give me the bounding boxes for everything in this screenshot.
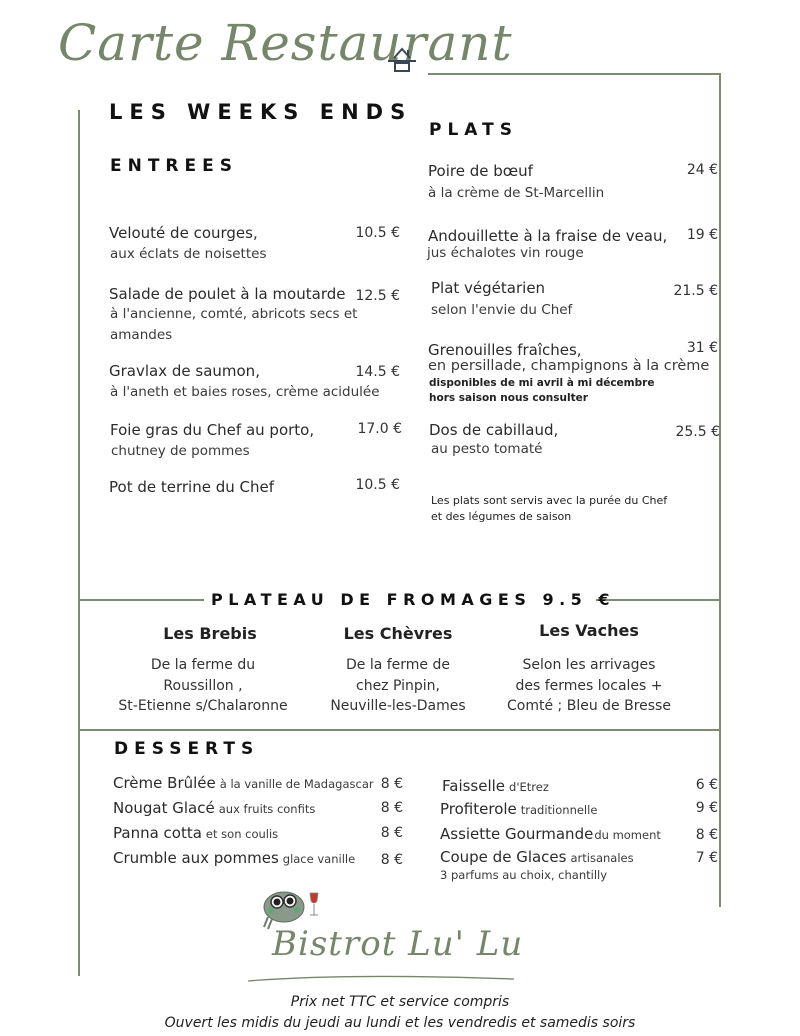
cheese-line: Selon les arrivages bbox=[522, 657, 656, 673]
cheese-title: Les Brebis bbox=[163, 624, 257, 643]
dessert-item bbox=[113, 798, 315, 817]
plats-footnote: Les plats sont servis avec la purée du Chef bbox=[431, 494, 668, 507]
plats-heading: PLATS bbox=[429, 120, 518, 140]
frame-left-line bbox=[78, 110, 80, 976]
item-price: 31 € bbox=[686, 340, 718, 356]
item-price: 12.5 € bbox=[355, 288, 400, 304]
dessert-item bbox=[440, 824, 661, 843]
logo-swash bbox=[246, 968, 516, 976]
cheese-line: De la ferme de bbox=[345, 657, 450, 673]
item-name: Salade de poulet à la moutarde bbox=[109, 285, 346, 303]
footer-pricing-note: Prix net TTC et service compris bbox=[290, 994, 510, 1010]
cheese-column-vaches bbox=[489, 621, 689, 717]
dessert-item bbox=[113, 823, 278, 842]
plats-footnote: et des légumes de saison bbox=[431, 510, 572, 523]
item-name: Plat végétarien bbox=[431, 279, 546, 297]
dessert-desc: glace vanille bbox=[282, 852, 356, 866]
availability-note: hors saison nous consulter bbox=[429, 392, 588, 404]
dessert-price: 8 € bbox=[380, 776, 403, 792]
cheese-line: Neuville-les-Dames bbox=[330, 698, 466, 714]
item-name: Gravlax de saumon, bbox=[109, 362, 260, 380]
item-name: Grenouilles fraîches, bbox=[428, 341, 582, 359]
dessert-desc: du moment bbox=[594, 828, 661, 842]
frame-top-line bbox=[428, 73, 720, 75]
dessert-name: Faisselle bbox=[442, 777, 506, 795]
item-desc: selon l'envie du Chef bbox=[431, 302, 573, 318]
cheese-line: chez Pinpin, bbox=[356, 677, 440, 694]
dessert-desc: et son coulis bbox=[205, 827, 279, 841]
item-price: 25.5 € bbox=[675, 424, 720, 440]
entrees-heading: ENTREES bbox=[110, 156, 238, 176]
bistrot-logo: Bistrot Lu' Lu bbox=[272, 924, 524, 964]
item-price: 21.5 € bbox=[673, 283, 718, 299]
item-desc: amandes bbox=[110, 327, 173, 343]
dessert-price: 8 € bbox=[380, 800, 403, 816]
coupe-note: 3 parfums au choix, chantilly bbox=[440, 868, 608, 882]
cheese-line: Roussillon , bbox=[163, 677, 243, 694]
menu-title: Carte Restaurant bbox=[58, 14, 513, 72]
item-name: Andouillette à la fraise de veau, bbox=[428, 227, 668, 245]
dessert-price: 7 € bbox=[695, 850, 718, 866]
dessert-name: Panna cotta bbox=[113, 824, 202, 842]
dessert-desc: aux fruits confits bbox=[218, 802, 316, 816]
dessert-name: Assiette Gourmande bbox=[440, 825, 594, 843]
cheese-title: Les Chèvres bbox=[343, 624, 453, 643]
dessert-item bbox=[113, 773, 374, 792]
dessert-item bbox=[440, 847, 634, 866]
item-name: Foie gras du Chef au porto, bbox=[110, 421, 315, 439]
item-name: Dos de cabillaud, bbox=[429, 421, 559, 439]
cheese-title: Les Vaches bbox=[539, 621, 639, 640]
dessert-name: Coupe de Glaces bbox=[440, 848, 567, 866]
item-desc: jus échalotes vin rouge bbox=[427, 245, 584, 261]
cheese-line: des fermes locales + bbox=[515, 677, 663, 694]
item-desc: à la crème de St-Marcellin bbox=[428, 185, 605, 201]
dessert-desc: artisanales bbox=[570, 851, 634, 865]
desserts-divider-line bbox=[78, 729, 720, 731]
dessert-price: 8 € bbox=[380, 825, 403, 841]
item-price: 10.5 € bbox=[355, 477, 400, 493]
dessert-price: 8 € bbox=[380, 852, 403, 868]
dessert-item bbox=[440, 799, 597, 818]
dessert-desc: à la vanille de Madagascar bbox=[219, 777, 374, 791]
item-desc: à l'aneth et baies roses, crème acidulée bbox=[110, 384, 380, 400]
dessert-name: Crème Brûlée bbox=[113, 774, 216, 792]
dessert-price: 8 € bbox=[695, 827, 718, 843]
dessert-item bbox=[113, 848, 355, 867]
dessert-price: 9 € bbox=[695, 800, 718, 816]
item-price: 14.5 € bbox=[355, 364, 400, 380]
frame-right-line bbox=[719, 73, 721, 907]
item-name: Velouté de courges, bbox=[109, 224, 258, 242]
cheese-line: St-Etienne s/Chalaronne bbox=[118, 698, 288, 714]
dessert-price: 6 € bbox=[695, 777, 718, 793]
item-desc: aux éclats de noisettes bbox=[110, 246, 267, 262]
dessert-item bbox=[442, 776, 549, 795]
item-desc: en persillade, champignons à la crème bbox=[428, 358, 710, 374]
dessert-name: Crumble aux pommes bbox=[113, 849, 279, 867]
availability-note: disponibles de mi avril à mi décembre bbox=[429, 377, 655, 389]
cheese-column-brebis bbox=[110, 624, 310, 717]
house-icon bbox=[386, 44, 418, 74]
weekend-heading: LES WEEKS ENDS bbox=[109, 100, 413, 124]
fromages-left-line bbox=[78, 599, 204, 601]
cheese-line: Comté ; Bleu de Bresse bbox=[507, 698, 671, 714]
dessert-desc: traditionnelle bbox=[520, 803, 598, 817]
item-desc: au pesto tomaté bbox=[431, 441, 543, 457]
dessert-name: Nougat Glacé bbox=[113, 799, 215, 817]
fromages-heading: PLATEAU DE FROMAGES 9.5 € bbox=[211, 590, 615, 609]
desserts-heading: DESSERTS bbox=[114, 739, 260, 759]
item-name: Pot de terrine du Chef bbox=[109, 478, 274, 496]
dessert-name: Profiterole bbox=[440, 800, 517, 818]
item-price: 10.5 € bbox=[355, 225, 400, 241]
item-desc: chutney de pommes bbox=[111, 443, 250, 459]
item-price: 19 € bbox=[686, 227, 718, 243]
cheese-line: De la ferme du bbox=[150, 657, 256, 673]
item-price: 24 € bbox=[686, 162, 718, 178]
dessert-desc: d'Etrez bbox=[509, 780, 549, 794]
item-price: 17.0 € bbox=[357, 421, 402, 437]
cheese-column-chevres bbox=[298, 624, 498, 717]
item-desc: à l'ancienne, comté, abricots secs et bbox=[110, 306, 358, 322]
footer-opening-hours: Ouvert les midis du jeudi au lundi et les vendredis et samedis soirs bbox=[164, 1015, 636, 1031]
item-name: Poire de bœuf bbox=[428, 162, 533, 180]
